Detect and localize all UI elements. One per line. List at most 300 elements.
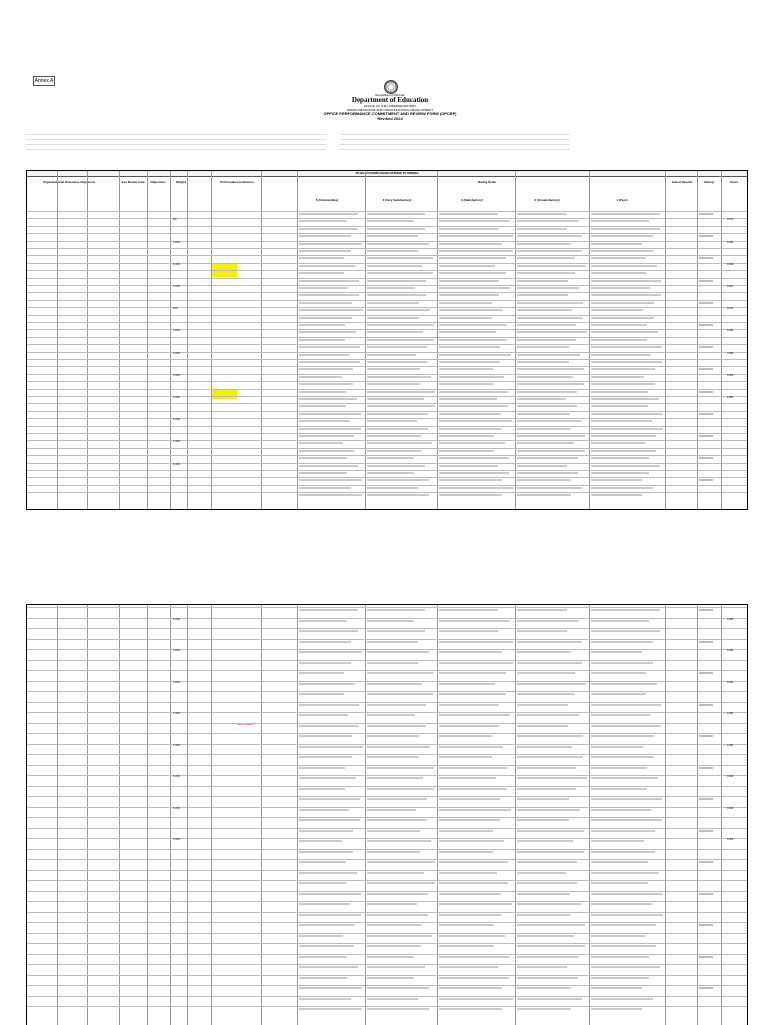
upper-rating-text: [439, 457, 509, 459]
upper-rating-text: [591, 280, 661, 282]
upper-rating-text: [367, 465, 425, 467]
lower-rating-box: [699, 987, 713, 989]
lower-rating-text: [367, 767, 434, 769]
upper-weight: 3.33%: [173, 440, 181, 444]
lower-rating-box: [699, 704, 713, 706]
lower-rating-box: [699, 641, 713, 643]
upper-row-line: [27, 426, 747, 427]
upper-row-line: [27, 374, 747, 375]
upper-rating-text: [367, 228, 425, 230]
upper-rating-text: [367, 294, 426, 296]
upper-rating-text: [591, 435, 656, 437]
header-r3: 3 (Satisfactory): [461, 199, 483, 202]
lower-rating-text: [299, 735, 352, 737]
lower-rating-text: [299, 945, 354, 947]
lower-rating-text: [299, 630, 358, 632]
upper-rating-text: [591, 243, 642, 245]
lower-rating-text: [517, 966, 567, 968]
form-title: OFFICE PERFORMANCE COMMITMENT AND REVIEW FORM (OPCRF): [323, 111, 457, 116]
lower-rating-text: [299, 851, 353, 853]
upper-rating-text: [591, 294, 661, 296]
lower-rating-text: [591, 609, 660, 611]
upper-rating-text: [367, 317, 419, 319]
header-r5: 5 (Outstanding): [315, 199, 339, 202]
lower-rating-text: [517, 872, 566, 874]
lower-rating-text: [439, 767, 507, 769]
lower-row-line: [27, 1006, 747, 1007]
lower-rating-text: [367, 872, 424, 874]
lower-rating-text: [439, 735, 492, 737]
upper-rating-text: [439, 257, 506, 259]
upper-rating-text: [439, 368, 493, 370]
upper-rating-text: [299, 487, 351, 489]
upper-rating-text: [367, 479, 429, 481]
upper-rating-text: [591, 376, 644, 378]
lower-rating-text: [367, 693, 433, 695]
lower-rating-text: [299, 798, 360, 800]
lower-rating-text: [591, 693, 646, 695]
lower-rating-text: [517, 767, 576, 769]
upper-rating-text: [439, 243, 502, 245]
lower-rating-text: [299, 935, 343, 937]
lower-rating-text: [439, 935, 505, 937]
upper-rating-text: [517, 479, 571, 481]
lower-row-line: [27, 954, 747, 955]
lower-score: 0.099: [727, 617, 734, 621]
upper-rating-text: [517, 250, 582, 252]
header-objectives: Objectives: [150, 181, 166, 184]
lower-rating-text: [591, 903, 652, 905]
upper-rating-text: [367, 272, 433, 274]
upper-score: 0.099: [727, 262, 734, 266]
lower-rating-box: [699, 956, 713, 958]
employee-info-left: [26, 130, 326, 150]
lower-rating-text: [439, 788, 507, 790]
lower-rating-text: [439, 609, 498, 611]
upper-rating-text: [591, 220, 649, 222]
upper-rating-text: [367, 457, 414, 459]
header-r2: 2 (Unsatisfactory): [534, 199, 560, 202]
lower-rating-text: [439, 809, 511, 811]
lower-row-line: [27, 786, 747, 787]
upper-rating-text: [367, 494, 429, 496]
upper-rating-text: [591, 331, 658, 333]
lower-rating-text: [591, 956, 649, 958]
lower-row-line: [27, 817, 747, 818]
lower-rating-text: [591, 777, 658, 779]
header-rating-scale: Rating Scale: [477, 181, 496, 184]
upper-rating-text: [517, 487, 582, 489]
lower-row-line: [27, 649, 747, 650]
lower-rating-text: [299, 620, 347, 622]
lower-weight: 3.33%: [173, 680, 181, 684]
upper-rating-text: [517, 361, 569, 363]
upper-row-line: [27, 211, 747, 212]
lower-rating-text: [367, 851, 420, 853]
lower-rating-text: [299, 746, 363, 748]
upper-rating-text: [367, 250, 418, 252]
upper-rating-box: [699, 368, 713, 370]
lower-row-line: [27, 943, 747, 944]
upper-rating-text: [591, 428, 663, 430]
upper-rating-text: [439, 339, 507, 341]
lower-row-line: [27, 849, 747, 850]
lower-row-line: [27, 870, 747, 871]
upper-weight: 3.33%: [173, 373, 181, 377]
upper-rating-text: [367, 309, 430, 311]
lower-row-line: [27, 996, 747, 997]
upper-weight: 3.33%: [173, 240, 181, 244]
upper-rating-text: [367, 442, 432, 444]
lower-rating-text: [439, 966, 498, 968]
lower-rating-text: [367, 662, 418, 664]
upper-rating-text: [591, 383, 655, 385]
upper-rating-text: [439, 494, 502, 496]
upper-rating-text: [517, 450, 585, 452]
lower-rating-text: [299, 1008, 362, 1010]
lower-rating-text: [591, 966, 660, 968]
upper-score: 0.165: [727, 218, 734, 222]
upper-rating-text: [439, 294, 499, 296]
lower-rating-text: [591, 704, 661, 706]
upper-rating-text: [517, 302, 583, 304]
lower-rating-text: [439, 714, 510, 716]
upper-rating-text: [591, 450, 656, 452]
upper-rating-text: [367, 213, 425, 215]
lower-row-line: [27, 828, 747, 829]
upper-rating-text: [591, 361, 662, 363]
upper-rating-text: [299, 228, 358, 230]
lower-rating-text: [367, 620, 414, 622]
lower-row-line: [27, 975, 747, 976]
upper-rating-text: [439, 324, 507, 326]
upper-rating-text: [299, 354, 349, 356]
upper-rating-text: [299, 302, 352, 304]
lower-row-line: [27, 880, 747, 881]
lower-rating-box: [699, 893, 713, 895]
form-revision: Revised 2024: [377, 116, 403, 121]
upper-row-line: [27, 241, 747, 242]
lower-rating-text: [517, 798, 569, 800]
lower-rating-text: [299, 714, 348, 716]
lower-rating-text: [367, 756, 419, 758]
lower-rating-text: [517, 977, 578, 979]
upper-rating-text: [517, 309, 572, 311]
lower-column-line: [261, 605, 262, 1025]
upper-column-line: [437, 171, 438, 509]
upper-rating-text: [367, 376, 431, 378]
upper-rating-text: [367, 487, 418, 489]
upper-rating-box: [699, 213, 713, 215]
upper-rating-text: [299, 494, 362, 496]
lower-rating-box: [699, 798, 713, 800]
upper-column-line: [697, 171, 698, 509]
lower-rating-text: [299, 756, 352, 758]
deped-seal: [384, 80, 398, 94]
lower-rating-text: [517, 672, 575, 674]
lower-rating-text: [299, 924, 354, 926]
upper-weight: 3.33%: [173, 462, 181, 466]
upper-rating-text: [299, 220, 347, 222]
lower-row-line: [27, 765, 747, 766]
lower-row-line: [27, 964, 747, 965]
lower-rating-text: [367, 830, 420, 832]
lower-weight: 3.33%: [173, 775, 181, 778]
lower-rating-text: [367, 819, 427, 821]
lower-row-line: [27, 691, 747, 692]
lower-rating-box: [699, 830, 713, 832]
upper-rating-text: [517, 339, 576, 341]
lower-column-line: [721, 605, 722, 1025]
lower-row-line: [27, 796, 747, 797]
lower-rating-text: [299, 641, 351, 643]
upper-rating-text: [299, 442, 343, 444]
lower-row-line: [27, 681, 747, 682]
lower-rating-text: [299, 767, 345, 769]
upper-rating-text: [299, 213, 358, 215]
upper-rating-text: [591, 235, 653, 237]
lower-rating-text: [517, 651, 571, 653]
lower-rating-text: [299, 609, 358, 611]
upper-rating-text: [367, 243, 429, 245]
upper-column-line: [87, 171, 88, 509]
upper-row-line: [27, 485, 747, 486]
lower-rating-text: [439, 651, 502, 653]
lower-column-line: [57, 605, 58, 1025]
upper-column-line: [261, 171, 262, 509]
upper-rating-box: [699, 346, 713, 348]
upper-rating-text: [439, 450, 494, 452]
upper-column-line: [170, 171, 171, 509]
upper-column-line: [665, 171, 666, 509]
upper-rating-text: [299, 294, 359, 296]
upper-rating-text: [367, 302, 419, 304]
lower-rating-text: [591, 683, 657, 685]
lower-rating-text: [591, 872, 659, 874]
upper-rating-text: [517, 368, 584, 370]
lower-rating-text: [367, 735, 419, 737]
upper-rating-text: [517, 228, 567, 230]
lower-rating-text: [439, 798, 500, 800]
office-line: OFFICE OF THE UNDERSECRETARY: [363, 104, 417, 108]
lower-rating-text: [591, 809, 651, 811]
lower-weight: 3.33%: [173, 712, 181, 715]
upper-column-line: [721, 171, 722, 509]
lower-row-line: [27, 607, 747, 608]
lower-rating-text: [367, 704, 426, 706]
upper-rating-text: [299, 287, 348, 289]
upper-rating-text: [367, 324, 434, 326]
upper-rating-text: [299, 331, 356, 333]
upper-column-line: [365, 171, 366, 509]
upper-row-line: [27, 248, 747, 249]
upper-rating-text: [439, 442, 505, 444]
upper-rating-text: [367, 420, 417, 422]
upper-rating-text: [367, 287, 415, 289]
upper-rating-box: [699, 280, 713, 282]
lower-rating-text: [517, 683, 586, 685]
lower-rating-text: [367, 788, 434, 790]
lower-rating-text: [439, 924, 494, 926]
upper-rating-text: [299, 257, 344, 259]
header-indicators: Performance Indicators: [220, 181, 254, 184]
upper-rating-text: [299, 472, 347, 474]
lower-row-line: [27, 912, 747, 913]
lower-rating-text: [517, 914, 570, 916]
upper-rating-text: [367, 450, 421, 452]
suboffice-line: HUMAN RESOURCE AND ORGANIZATIONAL DEVELOPMENT: [346, 108, 434, 112]
upper-rating-text: [439, 235, 513, 237]
upper-rating-box: [699, 235, 713, 237]
upper-rating-text: [367, 257, 433, 259]
lower-rating-text: [299, 683, 355, 685]
lower-rating-text: [591, 861, 648, 863]
upper-weight: 3.33%: [173, 262, 181, 266]
upper-rating-text: [517, 265, 586, 267]
upper-rating-text: [367, 472, 414, 474]
header-weight: Weight: [176, 181, 186, 184]
lower-rating-text: [367, 746, 430, 748]
lower-rating-text: [299, 903, 350, 905]
lower-rating-text: [367, 914, 428, 916]
upper-row-line: [27, 226, 747, 227]
upper-row-line: [27, 389, 747, 390]
lower-rating-text: [439, 662, 513, 664]
upper-row-line: [27, 270, 747, 271]
upper-rating-text: [517, 413, 570, 415]
upper-weight: 5%: [173, 218, 177, 222]
lower-score: 0.099: [727, 743, 734, 747]
lower-rating-text: [591, 882, 648, 884]
lower-rating-text: [517, 893, 570, 895]
upper-rating-text: [517, 442, 574, 444]
lower-rating-text: [591, 756, 654, 758]
upper-rating-text: [591, 317, 654, 319]
lower-rating-text: [299, 725, 359, 727]
lower-rating-text: [439, 851, 493, 853]
lower-row-line: [27, 670, 747, 671]
lower-rating-text: [591, 641, 653, 643]
upper-rating-text: [517, 354, 580, 356]
upper-rating-text: [439, 465, 498, 467]
upper-column-line: [57, 171, 58, 509]
lower-rating-text: [517, 756, 583, 758]
lower-rating-text: [439, 746, 503, 748]
republic-line: Republika ng Pilipinas: [375, 93, 405, 97]
upper-rating-text: [299, 413, 361, 415]
upper-score: 0.099: [727, 240, 734, 244]
lower-row-line: [27, 807, 747, 808]
lower-rating-text: [591, 714, 650, 716]
upper-rating-box: [699, 457, 713, 459]
lower-rating-text: [367, 840, 431, 842]
upper-rating-text: [299, 265, 355, 267]
upper-rating-text: [299, 361, 360, 363]
upper-rating-text: [439, 220, 509, 222]
upper-rating-text: [517, 398, 566, 400]
lower-rating-text: [591, 746, 643, 748]
upper-rating-box: [699, 435, 713, 437]
lower-rating-text: [517, 851, 584, 853]
upper-rating-text: [367, 398, 424, 400]
upper-row-line: [27, 255, 747, 256]
upper-rating-box: [699, 413, 713, 415]
lower-rating-text: [591, 735, 654, 737]
upper-row-line: [27, 218, 747, 222]
header-actual: Actual Results: [671, 181, 693, 184]
upper-rating-text: [439, 376, 504, 378]
upper-rating-text: [517, 383, 584, 385]
upper-row-line: [27, 433, 747, 434]
upper-row-line: [27, 366, 747, 367]
lower-rating-text: [591, 630, 660, 632]
planning-banner-text: TO BE ACCOMPLISHED DURING PLANNING: [355, 171, 419, 175]
upper-rating-text: [517, 376, 573, 378]
upper-rating-text: [299, 339, 345, 341]
upper-rating-text: [517, 420, 581, 422]
lower-rating-text: [439, 777, 496, 779]
upper-rating-text: [439, 398, 497, 400]
lower-rating-text: [591, 924, 656, 926]
upper-row-line: [27, 352, 747, 353]
lower-row-line: [27, 891, 747, 892]
lower-rating-text: [367, 861, 435, 863]
lower-rating-text: [367, 893, 428, 895]
header-kra: Key Result Area: [121, 181, 145, 184]
upper-rating-text: [367, 339, 434, 341]
header-rating: Rating: [704, 181, 714, 184]
lower-row-line: [27, 775, 747, 776]
lower-row-line: [27, 901, 747, 902]
upper-score: 0.297: [727, 285, 734, 288]
lower-rating-text: [517, 903, 581, 905]
lower-rating-text: [591, 819, 662, 821]
upper-rating-box: [699, 302, 713, 304]
upper-rating-text: [299, 243, 362, 245]
lower-rating-text: [367, 651, 429, 653]
upper-rating-text: [439, 413, 501, 415]
lower-rating-text: [517, 662, 582, 664]
upper-rating-text: [591, 265, 657, 267]
lower-rating-text: [299, 998, 351, 1000]
upper-rating-text: [299, 280, 359, 282]
lower-rating-text: [517, 746, 572, 748]
lower-rating-text: [367, 798, 427, 800]
lower-rating-text: [517, 882, 577, 884]
lower-rating-text: [591, 945, 656, 947]
lower-column-line: [437, 605, 438, 1025]
lower-rating-text: [439, 1008, 502, 1010]
lower-rating-box: [699, 767, 713, 769]
lower-rating-text: [299, 966, 358, 968]
lower-weight: 3.33%: [173, 617, 181, 621]
upper-rating-text: [591, 324, 647, 326]
upper-row-line: [27, 381, 747, 382]
upper-rating-text: [367, 361, 427, 363]
upper-rating-text: [299, 398, 357, 400]
lower-row-line: [27, 639, 747, 640]
upper-rating-box: [699, 479, 713, 481]
upper-rating-text: [591, 472, 649, 474]
upper-rating-text: [439, 317, 492, 319]
upper-rating-text: [591, 487, 653, 489]
upper-row-line: [27, 344, 747, 345]
upper-rating-text: [517, 294, 568, 296]
upper-rating-text: [517, 331, 587, 333]
upper-rating-text: [591, 391, 648, 393]
upper-rating-text: [591, 228, 660, 230]
upper-row-line: [27, 322, 747, 323]
